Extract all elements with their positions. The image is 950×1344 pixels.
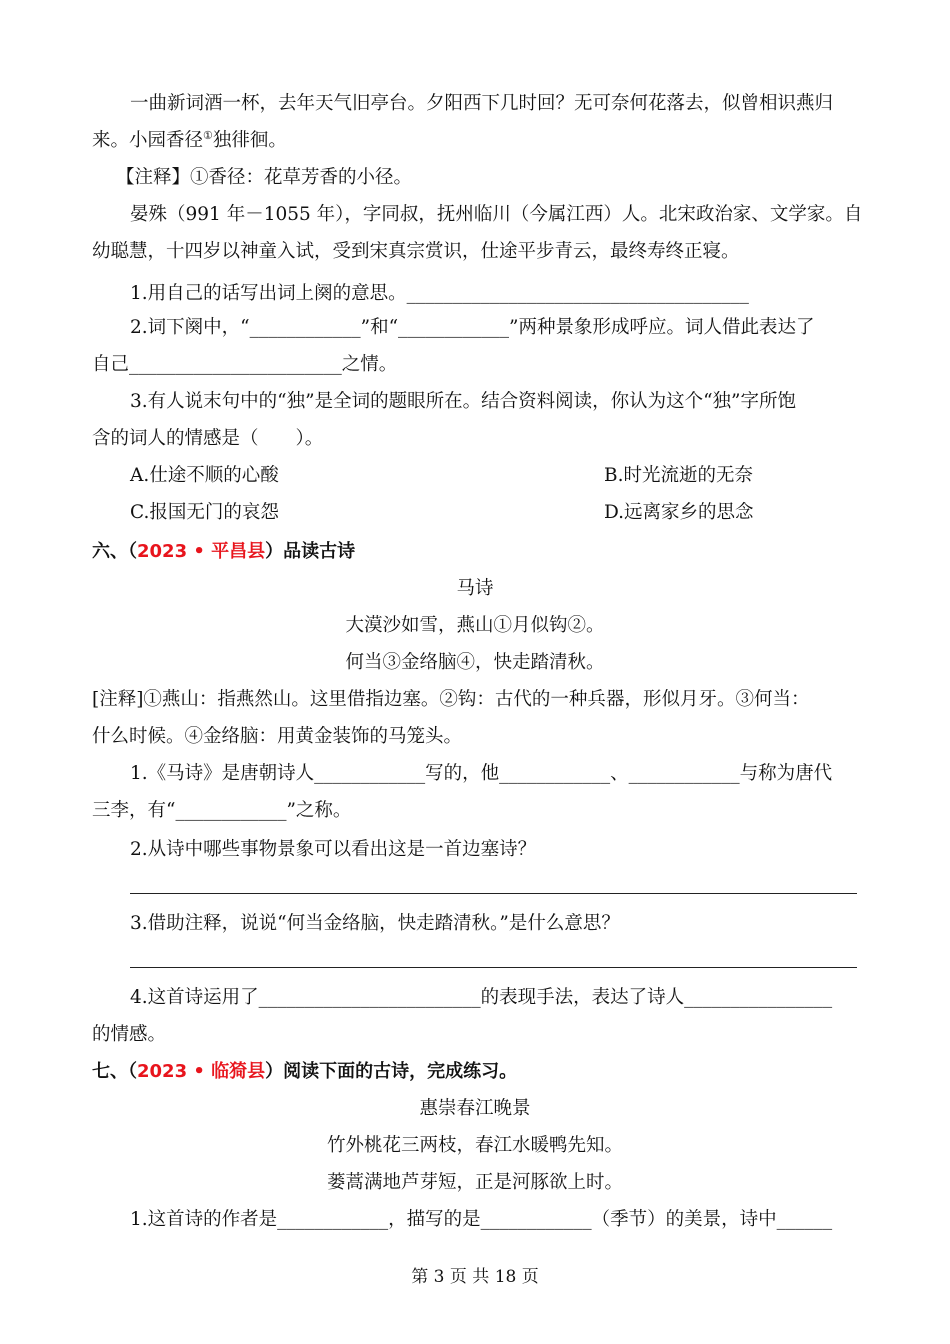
annotation: 【注释】①香径：花草芳香的小径。 xyxy=(116,167,413,188)
annotation: [注释]①燕山：指燕然山。这里借指边塞。②钩：古代的一种兵器，形似月牙。③何当： xyxy=(92,689,810,710)
question: 的情感。 xyxy=(92,1024,167,1045)
poem-line: 大漠沙如雪，燕山①月似钩②。 xyxy=(345,615,605,636)
option-b: B.时光流逝的无奈 xyxy=(604,465,753,486)
option-d: D.远离家乡的思念 xyxy=(604,502,754,523)
annotation: 什么时候。④金络脑：用黄金装饰的马笼头。 xyxy=(92,726,463,747)
author-bio: 幼聪慧，十四岁以神童入试，受到宋真宗赏识，仕途平步青云，最终寿终正寝。 xyxy=(92,241,740,262)
question: 1.用自己的话写出词上阕的意思。_____________________________________ xyxy=(130,283,749,304)
option-row xyxy=(130,464,858,488)
section-heading: 七、（2023 • 临猗县）阅读下面的古诗，完成练习。 xyxy=(92,1061,518,1082)
question: 三李，有“____________”之称。 xyxy=(92,800,352,821)
poem-title: 马诗 xyxy=(456,578,494,599)
answer-line xyxy=(130,893,857,894)
question: 4.这首诗运用了________________________的表现手法，表达了诗人________________ xyxy=(130,987,833,1008)
option-c: C.报国无门的哀怨 xyxy=(130,502,279,523)
page-number: 第 3 页 共 18 页 xyxy=(411,1267,539,1287)
question: 1.这首诗的作者是____________，描写的是____________（季节）的美景，诗中______ xyxy=(130,1209,833,1230)
poem-line: 何当③金络脑④，快走踏清秋。 xyxy=(345,652,605,673)
section-heading: 六、（2023 • 平昌县）品读古诗 xyxy=(92,541,356,562)
answer-line xyxy=(130,967,857,968)
footnote-marker: ① xyxy=(203,128,213,142)
question: 3.借助注释，说说“何当金络脑，快走踏清秋。”是什么意思？ xyxy=(130,913,620,934)
section-tag: 2023 • 平昌县 xyxy=(137,541,266,562)
question: 自己_______________________之情。 xyxy=(92,354,398,375)
poem-line: 竹外桃花三两枝，春江水暖鸭先知。 xyxy=(326,1135,623,1156)
option-row xyxy=(130,501,858,525)
poem-line: 来。小园香径①独徘徊。 xyxy=(92,128,287,151)
poem-line: 一曲新词酒一杯，去年天气旧亭台。夕阳西下几时回？无可奈何花落去，似曾相识燕归 xyxy=(130,93,834,114)
option-a: A.仕途不顺的心酸 xyxy=(130,465,279,486)
author-bio: 晏殊（991 年－1055 年），字同叔，抚州临川（今属江西）人。北宋政治家、文学家。自 xyxy=(130,204,863,225)
poem-line: 蒌蒿满地芦芽短，正是河豚欲上时。 xyxy=(326,1172,623,1193)
question: 2.从诗中哪些事物景象可以看出这是一首边塞诗？ xyxy=(130,839,537,860)
question: 2.词下阕中，“____________”和“____________”两种景象形成呼应。词人借此表达了 xyxy=(130,317,815,338)
question: 1.《马诗》是唐朝诗人____________写的，他____________、____________与称为唐代 xyxy=(130,763,833,784)
question: 含的词人的情感是（ ）。 xyxy=(92,428,324,449)
section-tag: 2023 • 临猗县 xyxy=(137,1061,266,1082)
poem-title: 惠崇春江晚景 xyxy=(419,1098,531,1119)
question: 3.有人说末句中的“独”是全词的题眼所在。结合资料阅读，你认为这个“独”字所饱 xyxy=(130,391,796,412)
